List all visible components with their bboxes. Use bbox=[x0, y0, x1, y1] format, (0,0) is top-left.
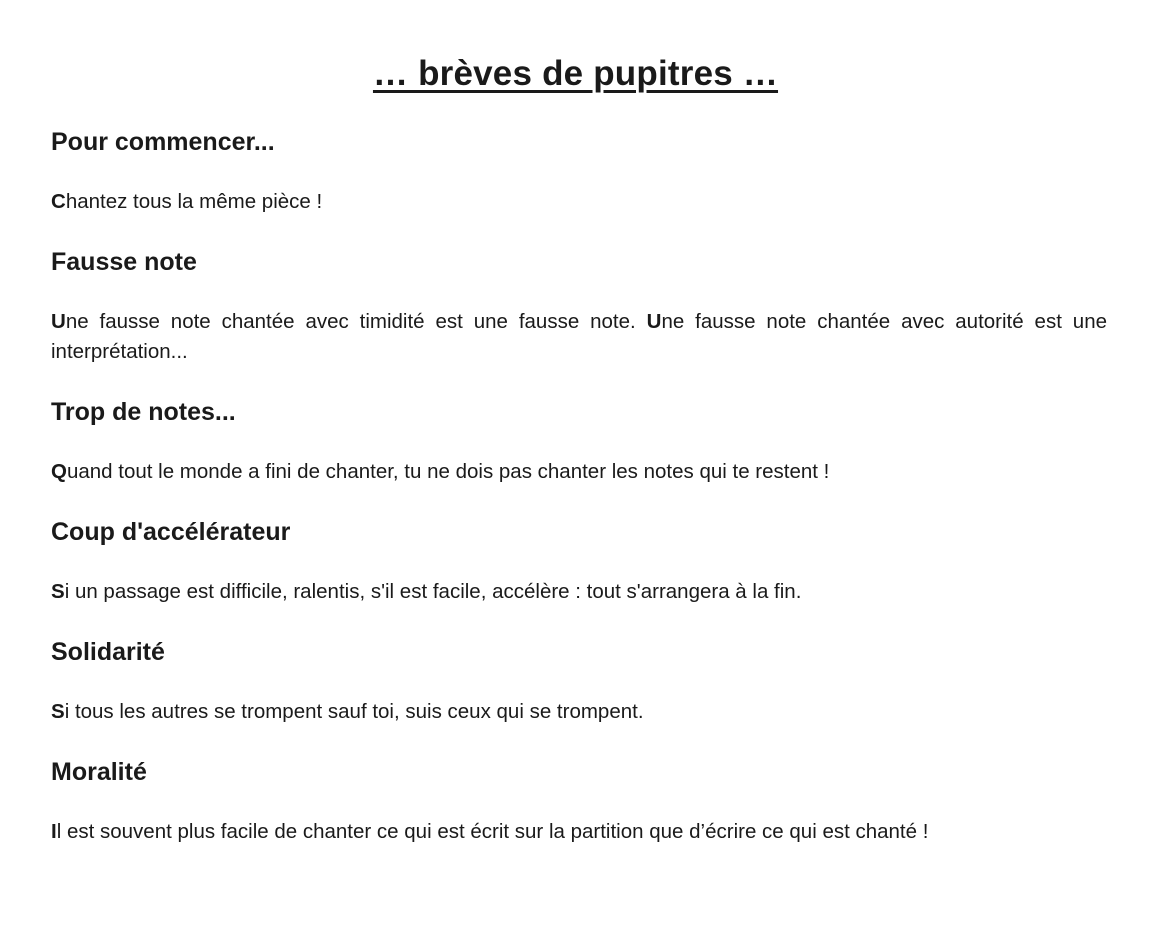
section-paragraph bbox=[51, 307, 1107, 367]
section-heading: Solidarité bbox=[51, 638, 165, 666]
section-paragraph bbox=[51, 697, 1107, 727]
paragraph-initial-letter: C bbox=[51, 190, 66, 213]
section-heading: Trop de notes... bbox=[51, 398, 236, 426]
section-solidarite bbox=[51, 637, 1107, 727]
section-heading: Fausse note bbox=[51, 248, 197, 276]
section-paragraph bbox=[51, 817, 1107, 847]
paragraph-initial-letter-2: U bbox=[646, 310, 662, 333]
paragraph-text: uand tout le monde a fini de chanter, tu ne dois pas chanter les notes qui te restent ! bbox=[66, 460, 830, 483]
section-moralite bbox=[51, 757, 1107, 847]
document-title bbox=[0, 52, 1151, 96]
paragraph-initial-letter: I bbox=[51, 820, 57, 843]
section-pour-commencer bbox=[51, 127, 1107, 217]
section-heading: Coup d'accélérateur bbox=[51, 518, 291, 546]
section-heading: Pour commencer... bbox=[51, 128, 275, 156]
section-paragraph bbox=[51, 457, 1107, 487]
section-heading: Moralité bbox=[51, 758, 147, 786]
document-title-text: … brèves de pupitres … bbox=[372, 54, 779, 93]
paragraph-initial-letter: Q bbox=[51, 460, 67, 483]
paragraph-text: l est souvent plus facile de chanter ce qui est écrit sur la partition que d’écrire ce qui est chanté ! bbox=[56, 820, 929, 843]
paragraph-initial-letter: U bbox=[51, 310, 66, 333]
section-paragraph bbox=[51, 187, 1107, 217]
paragraph-initial-letter: S bbox=[51, 580, 65, 603]
section-trop-de-notes bbox=[51, 397, 1107, 487]
paragraph-text: hantez tous la même pièce ! bbox=[65, 190, 323, 213]
section-fausse-note bbox=[51, 247, 1107, 367]
paragraph-initial-letter: S bbox=[51, 700, 65, 723]
paragraph-text: ne fausse note chantée avec timidité est une fausse note. bbox=[65, 310, 647, 333]
paragraph-text-2: ne fausse note chantée avec autorité est une interprétation... bbox=[51, 310, 1107, 363]
paragraph-text: i un passage est difficile, ralentis, s'il est facile, accélère : tout s'arrangera à la fin. bbox=[64, 580, 802, 603]
section-coup-d-accelerateur bbox=[51, 517, 1107, 607]
section-paragraph bbox=[51, 577, 1107, 607]
paragraph-text: i tous les autres se trompent sauf toi, suis ceux qui se trompent. bbox=[64, 700, 644, 723]
